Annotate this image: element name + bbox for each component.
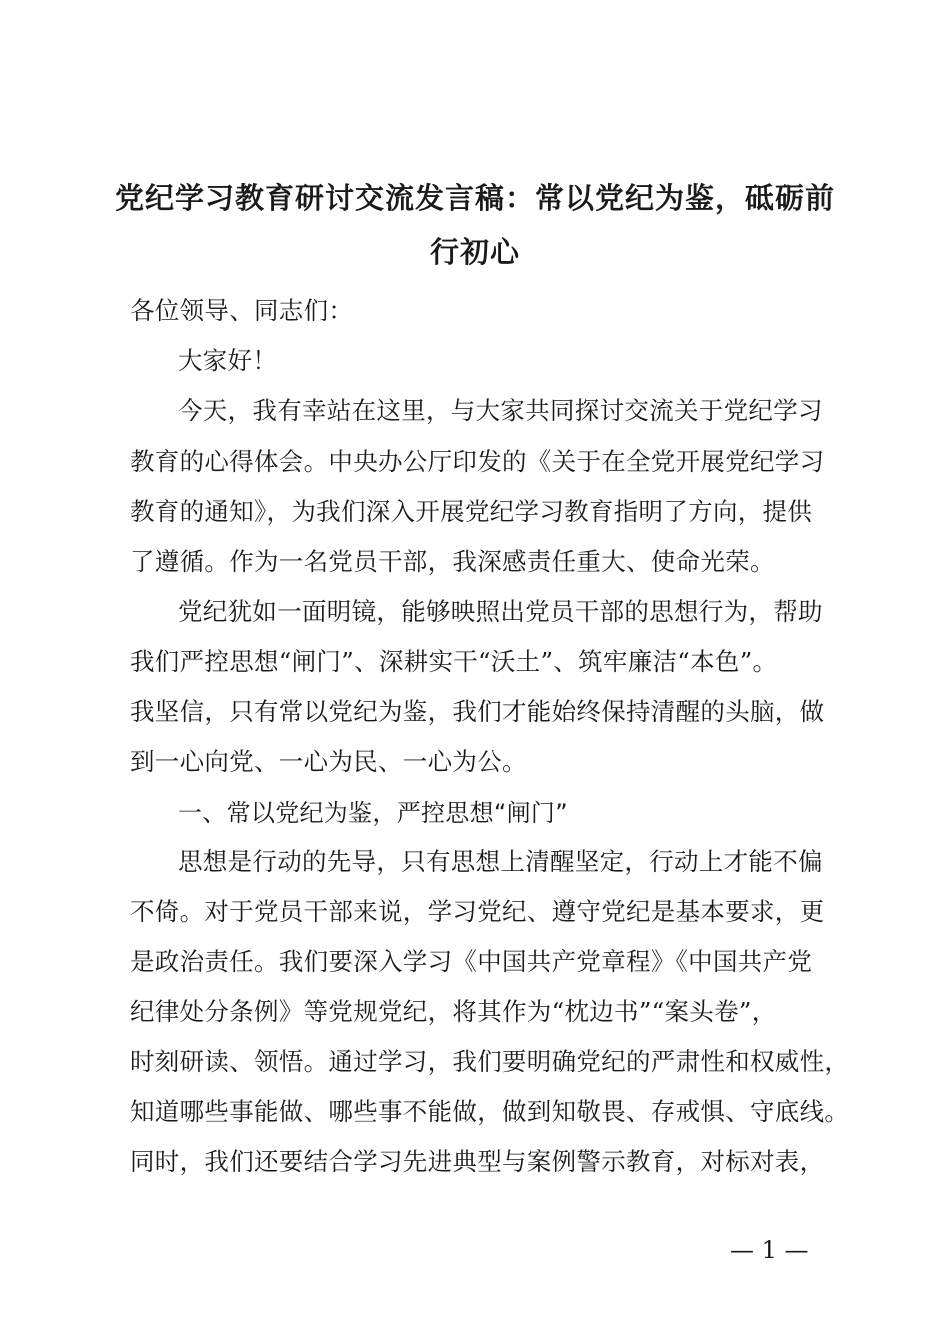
body-line: 党纪犹如一面明镜，能够映照出党员干部的思想行为，帮助 [178,597,823,626]
salutation: 各位领导、同志们： [130,296,354,325]
page-number: — 1 — [730,1236,809,1264]
body-line: 今天，我有幸站在这里，与大家共同探讨交流关于党纪学习 [178,396,823,425]
document-title-line-1: 党纪学习教育研讨交流发言稿：常以党纪为鉴，砥砺前 [115,181,836,215]
body-line: 不倚。对于党员干部来说，学习党纪、遵守党纪是基本要求，更 [130,897,825,926]
document-title-line-2: 行初心 [429,235,520,269]
body-line: 时刻研读、领悟。通过学习，我们要明确党纪的严肃性和权威性， [130,1047,850,1076]
body-line: 我们严控思想“闸门”、深耕实干“沃土”、筑牢廉洁“本色”。 [130,647,778,676]
body-line: 了遵循。作为一名党员干部，我深感责任重大、使命光荣。 [130,547,775,576]
body-line: 思想是行动的先导，只有思想上清醒坚定，行动上才能不偏 [178,847,823,876]
body-line: 教育的心得体会。中央办公厅印发的《关于在全党开展党纪学习 [130,447,825,476]
body-line: 我坚信，只有常以党纪为鉴，我们才能始终保持清醒的头脑，做 [130,697,825,726]
greeting: 大家好！ [178,346,278,375]
body-line: 是政治责任。我们要深入学习《中国共产党章程》《中国共产党 [130,947,813,976]
body-line: 教育的通知》，为我们深入开展党纪学习教育指明了方向，提供 [130,497,813,526]
body-line: 到一心向党、一心为民、一心为公。 [130,747,527,776]
body-line: 纪律处分条例》等党规党纪，将其作为“枕边书”“案头卷”， [130,997,777,1026]
body-line: 同时，我们还要结合学习先进典型与案例警示教育，对标对表， [130,1147,825,1176]
body-line: 知道哪些事能做、哪些事不能做，做到知敬畏、存戒惧、守底线。 [130,1097,850,1126]
section-heading: 一、常以党纪为鉴，严控思想“闸门” [178,799,568,827]
